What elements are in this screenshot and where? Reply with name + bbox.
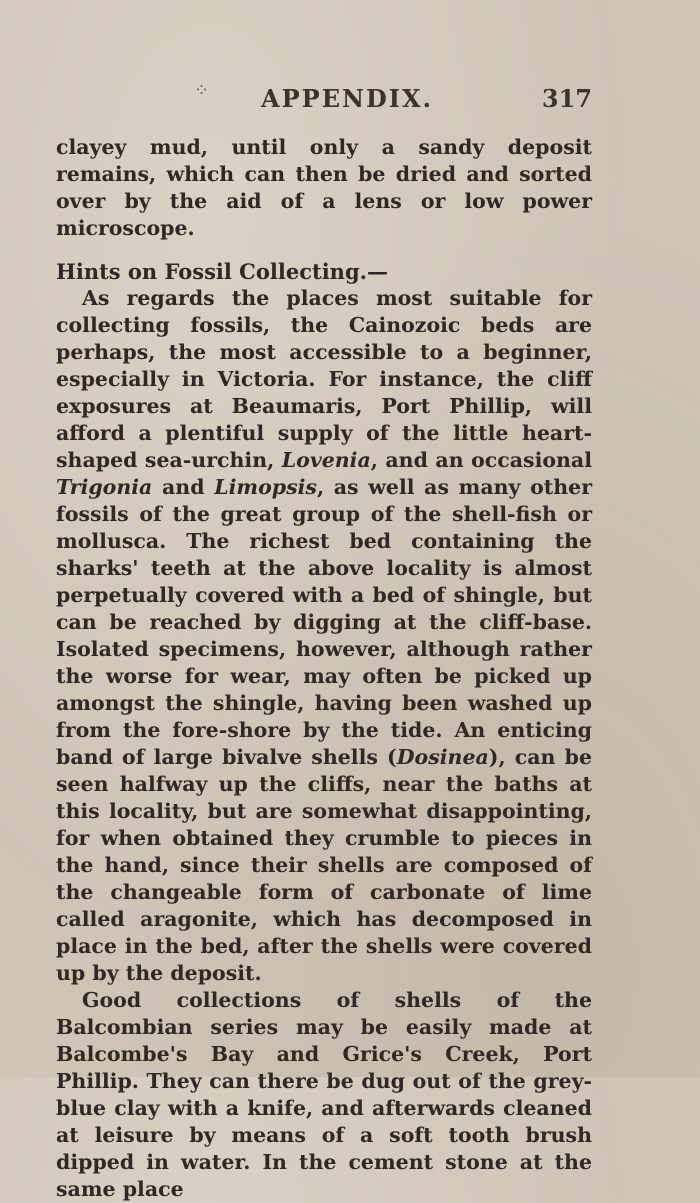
intro-paragraph: clayey mud, until only a sandy deposit remains, which can then be dried and sorted over by the aid of a lens or low power microscope. <box>56 135 592 240</box>
p1-text-c: and <box>152 475 215 499</box>
header-title: APPENDIX. <box>261 84 433 113</box>
ornament-icon: ⁘ <box>194 80 210 101</box>
section-heading: Hints on Fossil Collecting.— <box>56 259 388 284</box>
p1-italic-lovenia: Lovenia <box>281 448 371 472</box>
p1-text-b: , and an occasional <box>370 448 592 472</box>
paragraph-2: Good collections of shells of the Balcombian series may be easily made at Balcombe's Bay and Grice's Creek, Port Phillip. They can there be dug out of the grey-blue clay with a knife, and afterwards cleaned at leisure by means of a soft tooth brush dipped in water. In the cement stone at the same place <box>56 988 592 1201</box>
p1-text-e: ), can be seen halfway up the cliffs, near the baths at this locality, but are somewhat disappointing, for when obtained they crumble to pieces in the hand, since their shells are composed of the changeable form of carbonate of lime called aragonite, which has decomposed in place in the bed, after the shells were covered up by the deposit. <box>56 745 592 985</box>
p1-italic-dosinea: Dosinea <box>396 745 489 769</box>
body-text <box>56 134 592 1203</box>
p1-italic-trigonia: Trigonia <box>56 475 153 499</box>
page-number: 317 <box>541 84 592 113</box>
p1-text-d: , as well as many other fossils of the great group of the shell-fish or mollusca. The richest bed containing the sharks' teeth at the above locality is almost perpetually covered with a bed of shingle, but can be reached by digging at the cliff-base. Isolated specimens, however, although rather the worse for wear, may often be picked up amongst the shingle, having been washed up from the fore-shore by the tide. An enticing band of large bivalve shells ( <box>56 475 592 769</box>
paragraph-1 <box>56 285 592 987</box>
p1-text-a: As regards the places most suitable for collecting fossils, the Cainozoic beds are perhaps, the most accessible to a beginner, especially in Victoria. For instance, the cliff exposures at Beaumaris, Port Phillip, will afford a plentiful supply of the little heart-shaped sea-urchin, <box>56 286 592 472</box>
running-header <box>56 80 592 116</box>
p1-italic-limopsis: Limopsis <box>214 475 317 499</box>
